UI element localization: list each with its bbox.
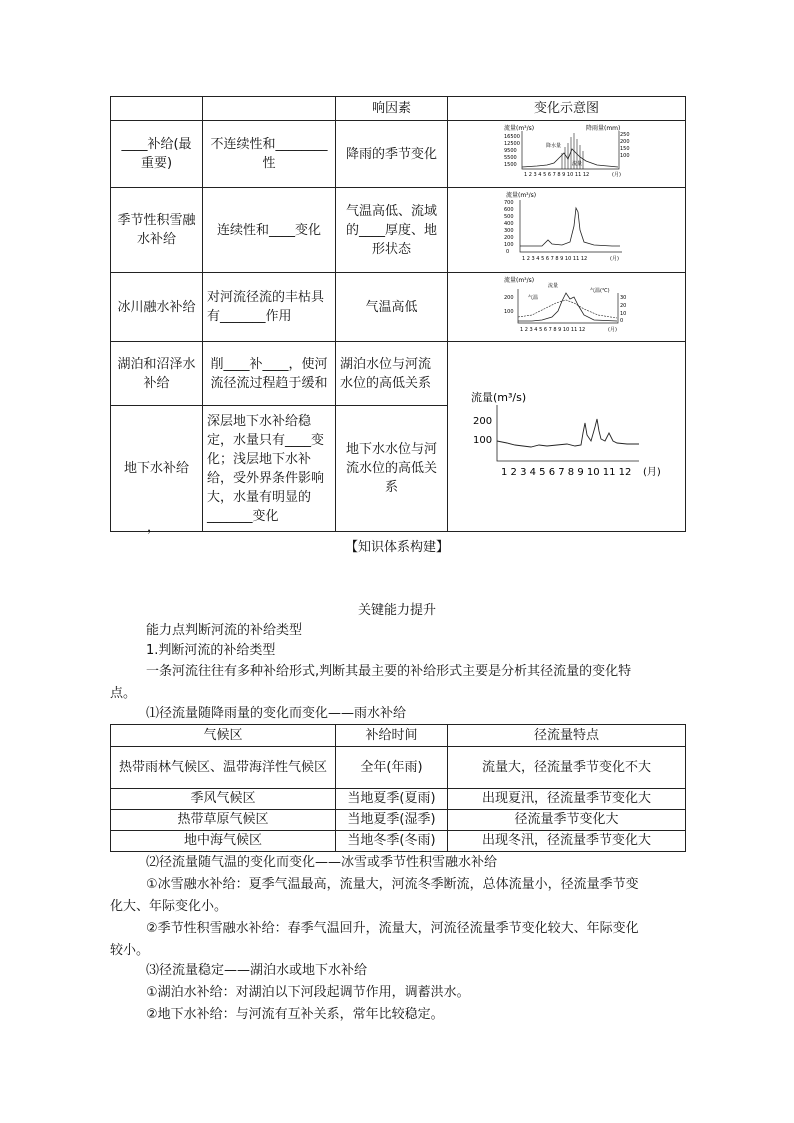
header-cell: [203, 97, 336, 121]
paragraph-line: 一条河流往往有多种补给形式,判断其最主要的补给形式主要是分析其径流量的变化特: [146, 664, 632, 679]
header-cell: 补给时间: [336, 725, 448, 747]
tick: 100: [503, 309, 514, 315]
tick: 100: [472, 434, 492, 446]
header-cell: 变化示意图: [448, 97, 686, 121]
header-cell: 气候区: [111, 725, 336, 747]
tick: 500: [503, 214, 514, 220]
chart-cell: [448, 121, 686, 188]
paragraph-line: 较小。: [110, 943, 150, 958]
table-row: [111, 188, 686, 273]
ylabel: 流量(m³/s): [470, 390, 526, 404]
x-unit: (月): [609, 256, 619, 262]
supply-feature: 不连续性和________性: [203, 121, 336, 188]
chart-cell: [448, 273, 686, 342]
table-cell: 季风气候区: [111, 789, 336, 810]
tick: 200: [472, 415, 492, 427]
item-heading: ⑵径流量随气温的变化而变化——冰雪或季节性积雪融水补给: [146, 855, 498, 870]
paragraph-line: 化大、年际变化小。: [110, 899, 228, 914]
table-cell: 流量大，径流量季节变化不大: [448, 747, 686, 789]
x-unit: (月): [611, 172, 621, 178]
legend-flow: 流量: [547, 283, 558, 289]
table-cell: 出现冬汛，径流量季节变化大: [448, 831, 686, 852]
table-cell: 出现夏汛，径流量季节变化大: [448, 789, 686, 810]
supply-feature: 对河流径流的丰枯具有_______作用: [203, 273, 336, 342]
table-row: [111, 273, 686, 342]
tick: 10: [619, 311, 626, 317]
table-row: [111, 747, 686, 789]
tick: 200: [619, 139, 630, 145]
x-unit: (月): [607, 327, 617, 333]
supply-feature: 削____补____，使河流径流过程趋于缓和: [203, 342, 336, 406]
table-header-row: [111, 725, 686, 747]
sub-heading: 1.判断河流的补给类型: [146, 643, 276, 658]
tick: 0: [619, 318, 623, 324]
table-cell: 地中海气候区: [111, 831, 336, 852]
supply-table: [110, 96, 686, 532]
section-title: 【知识体系构建】: [344, 540, 449, 555]
paragraph-line: 点。: [110, 686, 137, 701]
supply-factor: 湖泊水位与河流水位的高低关系: [336, 342, 448, 406]
table-row: [111, 342, 686, 406]
groundwater-supply-chart: [467, 389, 667, 479]
paragraph-line: ①冰雪融水补给：夏季气温最高，流量大，河流冬季断流，总体流量小，径流量季节变: [146, 877, 639, 892]
supply-factor: 降雨的季节变化: [336, 121, 448, 188]
paragraph-line: ①湖泊水补给：对湖泊以下河段起调节作用，调蓄洪水。: [146, 985, 470, 1000]
item-heading: ⑶径流量稳定——湖泊水或地下水补给: [146, 963, 368, 978]
tick: 0: [505, 249, 509, 255]
tick: 16500: [503, 134, 520, 140]
chart-cell: [448, 342, 686, 532]
supply-type: 地下水补给: [111, 406, 203, 532]
supply-factor: 气温高低: [336, 273, 448, 342]
table-cell: 热带雨林气候区、温带海洋性气候区: [111, 747, 336, 789]
ylabel-right: 降雨量(mm): [585, 125, 620, 132]
supply-feature: 连续性和____变化: [203, 188, 336, 273]
tick: 12500: [503, 141, 520, 147]
ylabel-left: 流量(m³/s): [503, 277, 534, 284]
table-row: [111, 789, 686, 810]
x-ticks: 1 2 3 4 5 6 7 8 9 10 11 12: [519, 327, 585, 333]
supply-factor: 地下水水位与河流水位的高低关系: [336, 406, 448, 532]
stray-comma: ，: [147, 520, 161, 535]
supply-type: 季节性积雪融水补给: [111, 188, 203, 273]
rain-supply-chart: [502, 123, 632, 179]
tick: 5500: [503, 155, 517, 161]
table-header-row: [111, 97, 686, 121]
table-cell: 当地夏季(湿季): [336, 810, 448, 831]
x-unit: (月): [642, 466, 661, 478]
supply-feature: 深层地下水补给稳定，水量只有____变化；浅层地下水补给，受外界条件影响大，水量有明显的_______变化: [203, 406, 336, 532]
climate-table: [110, 724, 686, 852]
tick: 200: [503, 295, 514, 301]
chart-cell: [448, 188, 686, 273]
legend-flow: 流量: [571, 161, 582, 167]
tick: 200: [503, 235, 514, 241]
paragraph-line: ②季节性积雪融水补给：春季气温回升，流量大，河流径流量季节变化较大、年际变化: [146, 921, 639, 936]
header-cell: [111, 97, 203, 121]
tick: 100: [503, 242, 514, 248]
supply-factor: 气温高低、流域的____厚度、地形状态: [336, 188, 448, 273]
ylabel: 流量(m³/s): [505, 192, 536, 199]
table-row: [111, 810, 686, 831]
header-cell: 响因素: [336, 97, 448, 121]
ability-heading: 能力点判断河流的补给类型: [146, 623, 303, 638]
key-title: 关键能力提升: [357, 603, 436, 618]
legend-temp: 气温: [527, 295, 538, 301]
snow-supply-chart: [502, 190, 632, 264]
table-row: [111, 831, 686, 852]
item-heading: ⑴径流量随降雨量的变化而变化——雨水补给: [146, 706, 407, 721]
glacier-supply-chart: [502, 275, 632, 333]
ylabel-right: 气温(℃): [589, 288, 610, 294]
x-ticks: 1 2 3 4 5 6 7 8 9 10 11 12: [521, 256, 587, 262]
ylabel-left: 流量(m³/s): [503, 125, 534, 132]
tick: 100: [619, 153, 630, 159]
table-cell: 热带草原气候区: [111, 810, 336, 831]
table-cell: 全年(年雨): [336, 747, 448, 789]
x-ticks: 1 2 3 4 5 6 7 8 9 10 11 12: [500, 466, 631, 478]
tick: 9500: [503, 148, 517, 154]
table-cell: 当地冬季(冬雨): [336, 831, 448, 852]
tick: 1500: [503, 162, 517, 168]
tick: 300: [503, 228, 514, 234]
table-row: [111, 121, 686, 188]
table-cell: 径流量季节变化大: [448, 810, 686, 831]
tick: 30: [619, 295, 626, 301]
legend-rain: 降水量: [545, 143, 561, 149]
supply-type: 湖泊和沼泽水补给: [111, 342, 203, 406]
paragraph-line: ②地下水补给：与河流有互补关系，常年比较稳定。: [146, 1007, 444, 1022]
tick: 700: [503, 200, 514, 206]
table-cell: 当地夏季(夏雨): [336, 789, 448, 810]
supply-type: 冰川融水补给: [111, 273, 203, 342]
x-ticks: 1 2 3 4 5 6 7 8 9 10 11 12: [523, 172, 589, 178]
supply-type: ____补给(最重要): [111, 121, 203, 188]
tick: 20: [619, 303, 626, 309]
header-cell: 径流量特点: [448, 725, 686, 747]
tick: 400: [503, 221, 514, 227]
tick: 250: [619, 132, 630, 138]
tick: 150: [619, 146, 630, 152]
tick: 600: [503, 207, 514, 213]
